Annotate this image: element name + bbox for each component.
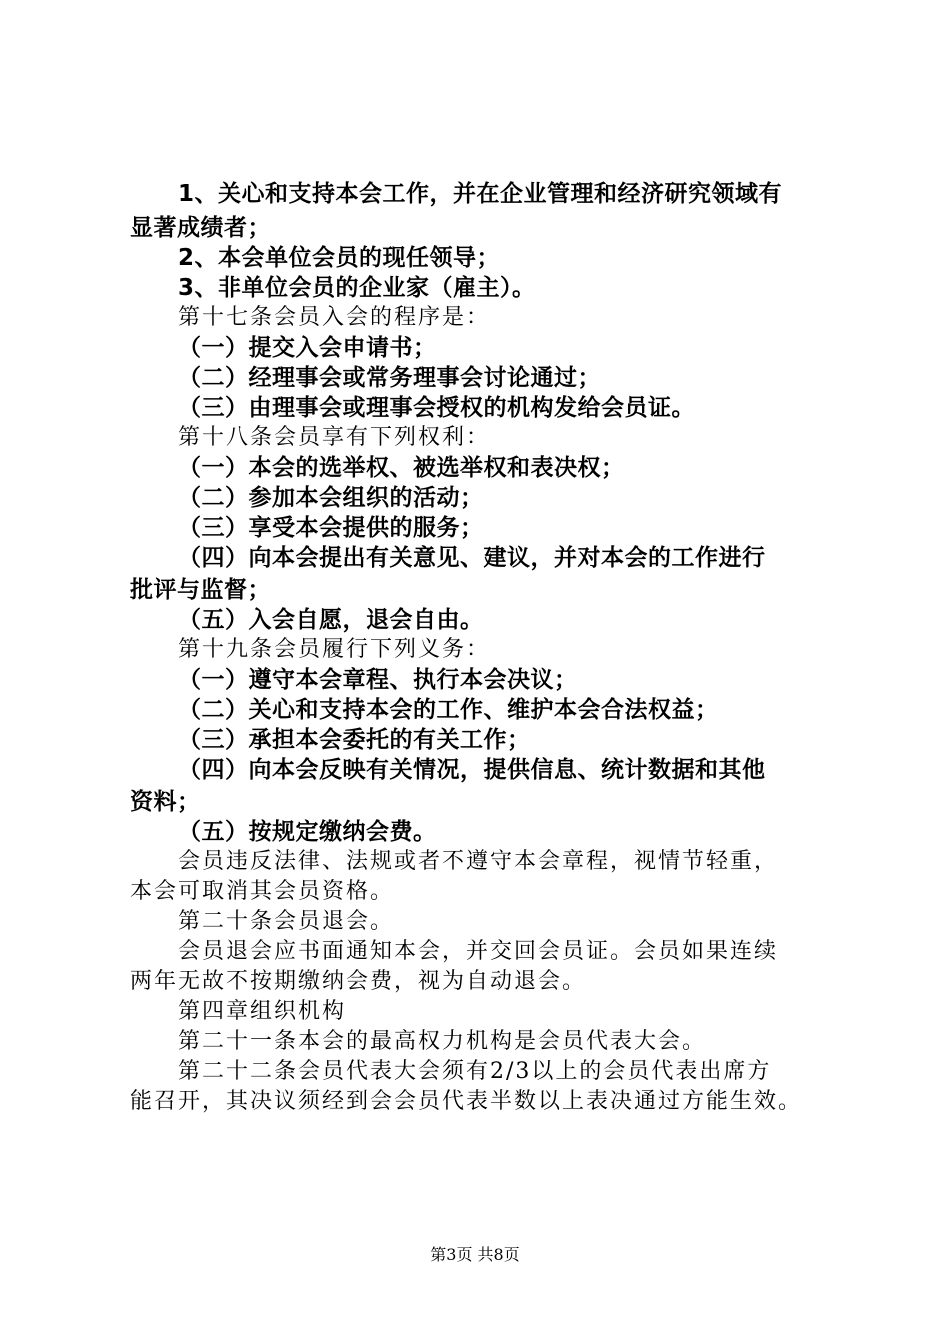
article-heading: 第十七条会员入会的程序是： — [178, 305, 491, 330]
text-line: （五）按规定缴纳会费。 — [178, 819, 437, 845]
text-line: （二）关心和支持本会的工作、维护本会合法权益； — [178, 697, 719, 723]
text-line: （二）参加本会组织的活动； — [178, 485, 484, 511]
text-line: （二）经理事会或常务理事会讨论通过； — [178, 365, 601, 391]
text-line: 会员违反法律、法规或者不遵守本会章程，视情节轻重， — [178, 849, 779, 874]
text-line: 2、本会单位会员的现任领导； — [178, 245, 501, 271]
article-heading: 第二十条会员退会。 — [178, 909, 395, 934]
text-line: （一）本会的选举权、被选举权和表决权； — [178, 455, 625, 481]
text-line: 批评与监督； — [130, 577, 271, 603]
text-line: 能召开，其决议须经到会会员代表半数以上表决通过方能生效。 — [130, 1089, 803, 1114]
text-line: （四）向本会提出有关意见、建议，并对本会的工作进行 — [178, 545, 766, 571]
page-footer: 第3页 共8页 — [430, 1245, 520, 1264]
text-line: 资料； — [130, 789, 201, 815]
text-line: （三）享受本会提供的服务； — [178, 515, 484, 541]
text-line: （一）提交入会申请书； — [178, 335, 437, 361]
text-line: （五）入会自愿，退会自由。 — [178, 607, 484, 633]
text-line: （三）承担本会委托的有关工作； — [178, 727, 531, 753]
text-line: 会员退会应书面通知本会，并交回会员证。会员如果连续 — [178, 939, 779, 964]
article-heading: 第二十一条本会的最高权力机构是会员代表大会。 — [178, 1029, 707, 1054]
text-line: （一）遵守本会章程、执行本会决议； — [178, 667, 578, 693]
text-line: （三）由理事会或理事会授权的机构发给会员证。 — [178, 395, 695, 421]
article-heading: 第十九条会员履行下列义务： — [178, 637, 491, 662]
text-line: 显著成绩者； — [130, 215, 271, 241]
text-line: 两年无故不按期缴纳会费，视为自动退会。 — [130, 969, 587, 994]
text-line: 3、非单位会员的企业家（雇主）。 — [178, 275, 536, 301]
chapter-heading: 第四章组织机构 — [178, 999, 347, 1024]
article-heading: 第十八条会员享有下列权利： — [178, 425, 491, 450]
article-heading: 第二十二条会员代表大会须有2/3以上的会员代表出席方 — [178, 1059, 772, 1084]
text-line: 1、关心和支持本会工作，并在企业管理和经济研究领域有 — [178, 181, 783, 207]
text-line: （四）向本会反映有关情况，提供信息、统计数据和其他 — [178, 757, 766, 783]
text-line: 本会可取消其会员资格。 — [130, 879, 395, 904]
